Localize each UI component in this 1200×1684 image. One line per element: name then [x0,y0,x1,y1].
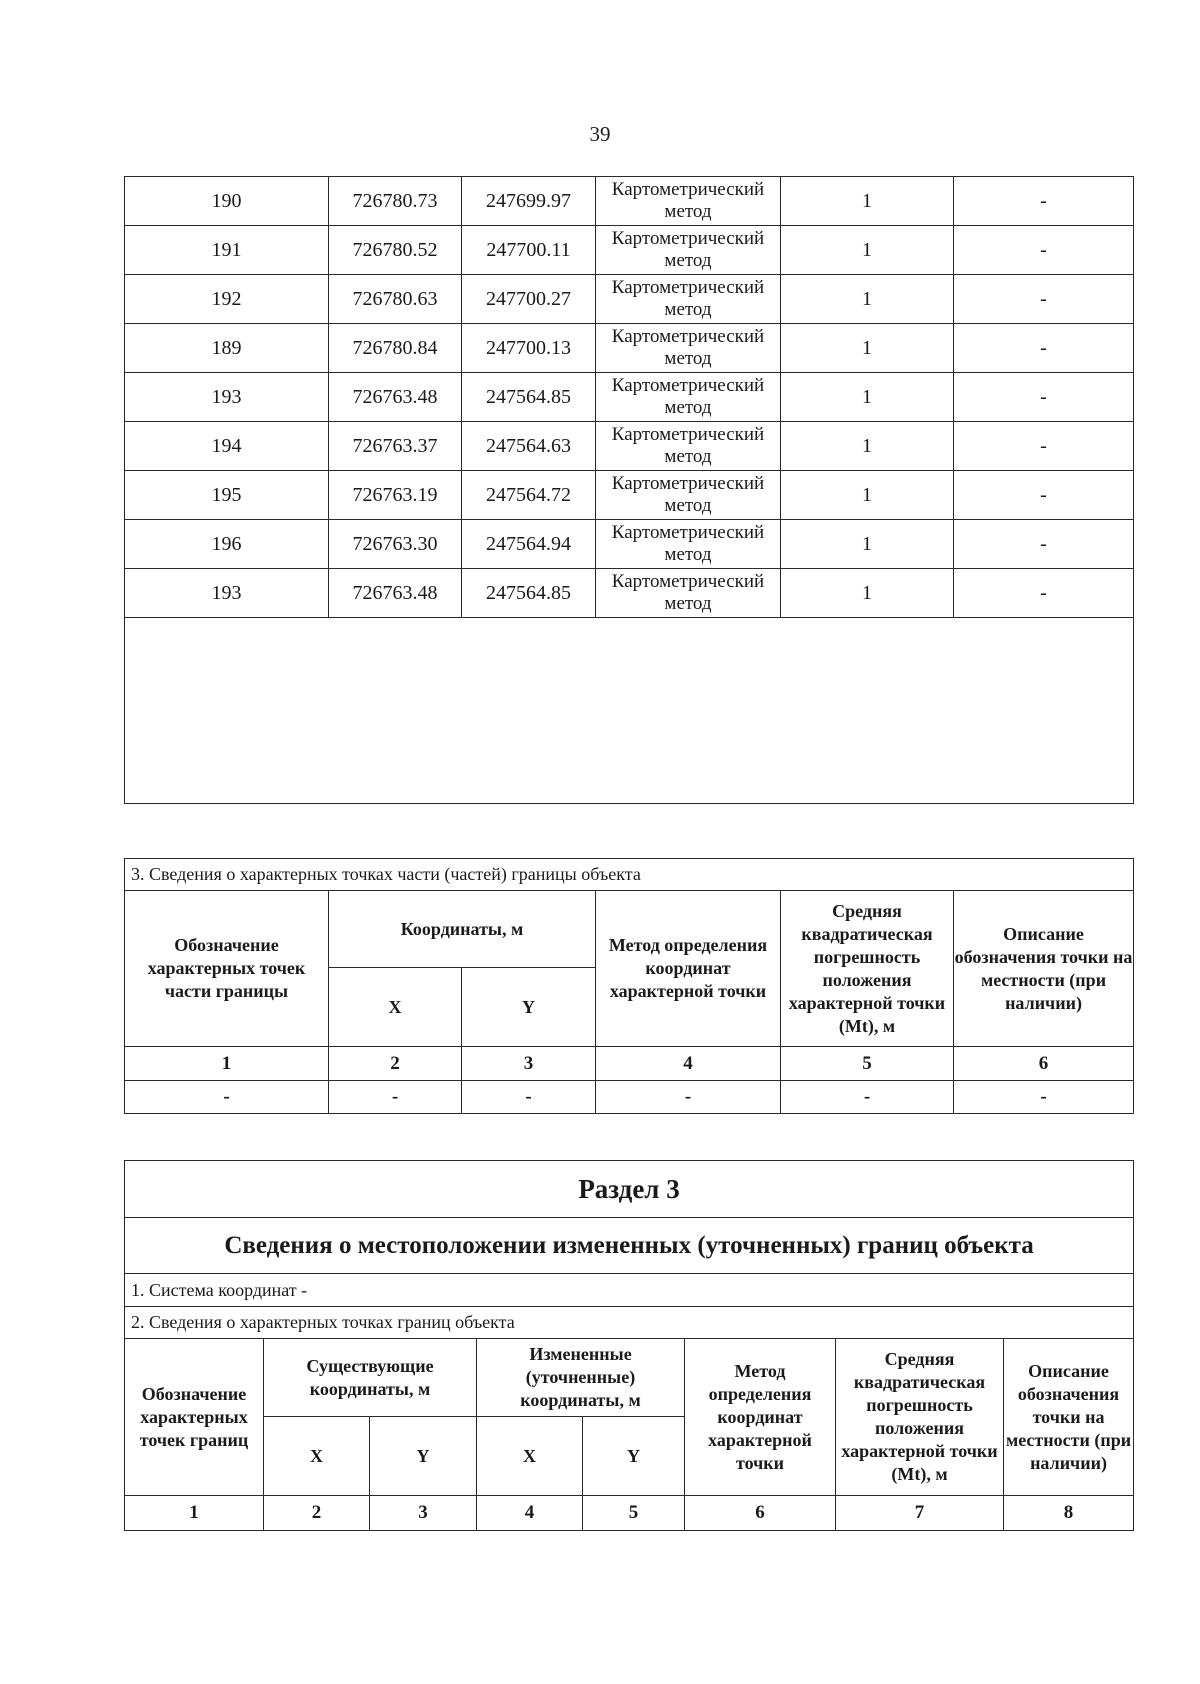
description-cell: - [954,569,1134,618]
method-cell: Картометрический метод [596,275,781,324]
table-row [125,177,1134,226]
accuracy-cell: 1 [781,275,954,324]
table-row [125,275,1134,324]
table-row [125,226,1134,275]
y-coordinate-cell: 247564.85 [462,569,596,618]
header-description: Описание обозначения точки на местности (при наличии) [1004,1339,1134,1496]
point-number-cell: 196 [125,520,329,569]
accuracy-cell: 1 [781,177,954,226]
boundary-parts-table [124,858,1134,1114]
point-number-cell: 194 [125,422,329,471]
description-cell: - [954,520,1134,569]
accuracy-cell: 1 [781,422,954,471]
column-number: 5 [583,1496,685,1531]
x-coordinate-cell: 726763.37 [329,422,462,471]
table-row [125,422,1134,471]
x-coordinate-cell: 726780.84 [329,324,462,373]
column-number: 6 [954,1047,1134,1081]
blank-row [125,618,1134,804]
description-cell: - [954,275,1134,324]
y-coordinate-cell: 247699.97 [462,177,596,226]
column-number: 7 [836,1496,1004,1531]
column-number: 1 [125,1047,329,1081]
point-number-cell: 191 [125,226,329,275]
boundary-points-table [124,176,1134,804]
column-number: 8 [1004,1496,1134,1531]
column-number: 6 [685,1496,836,1531]
x-coordinate-cell: 726763.48 [329,569,462,618]
dash-cell: - [462,1081,596,1114]
column-numbers-row [125,1496,1134,1531]
method-cell: Картометрический метод [596,373,781,422]
header-x: X [329,968,462,1047]
column-number: 3 [370,1496,477,1531]
empty-data-row [125,1081,1134,1114]
y-coordinate-cell: 247564.94 [462,520,596,569]
header-x: X [264,1417,370,1496]
method-cell: Картометрический метод [596,422,781,471]
header-designation: Обозначение характерных точек части границы [125,891,329,1047]
section-title: Раздел 3 [125,1161,1134,1218]
header-changed-coordinates: Измененные (уточненные) координаты, м [477,1339,685,1417]
dash-cell: - [125,1081,329,1114]
x-coordinate-cell: 726780.52 [329,226,462,275]
y-coordinate-cell: 247700.13 [462,324,596,373]
method-cell: Картометрический метод [596,471,781,520]
points-caption: 2. Сведения о характерных точках границ объекта [125,1307,1134,1339]
dash-cell: - [954,1081,1134,1114]
parts-table-caption: 3. Сведения о характерных точках части (частей) границы объекта [125,859,1134,891]
y-coordinate-cell: 247564.63 [462,422,596,471]
dash-cell: - [781,1081,954,1114]
coordinate-system-line: 1. Система координат - [125,1274,1134,1307]
section-subtitle: Сведения о местоположении измененных (уточненных) границ объекта [125,1218,1134,1274]
method-cell: Картометрический метод [596,177,781,226]
accuracy-cell: 1 [781,569,954,618]
header-accuracy: Средняя квадратическая погрешность положения характерной точки (Mt), м [836,1339,1004,1496]
x-coordinate-cell: 726763.48 [329,373,462,422]
header-y: Y [462,968,596,1047]
header-x: X [477,1417,583,1496]
method-cell: Картометрический метод [596,520,781,569]
y-coordinate-cell: 247700.11 [462,226,596,275]
page-number: 39 [589,122,611,146]
accuracy-cell: 1 [781,226,954,275]
point-number-cell: 192 [125,275,329,324]
x-coordinate-cell: 726763.19 [329,471,462,520]
column-number: 2 [264,1496,370,1531]
column-number: 4 [477,1496,583,1531]
accuracy-cell: 1 [781,324,954,373]
description-cell: - [954,471,1134,520]
table-row [125,569,1134,618]
table-row [125,324,1134,373]
accuracy-cell: 1 [781,471,954,520]
column-number: 3 [462,1047,596,1081]
table-row [125,471,1134,520]
header-description: Описание обозначения точки на местности (при наличии) [954,891,1134,1047]
accuracy-cell: 1 [781,520,954,569]
table-row [125,520,1134,569]
column-number: 5 [781,1047,954,1081]
dash-cell: - [329,1081,462,1114]
description-cell: - [954,324,1134,373]
header-method: Метод определения координат характерной точки [596,891,781,1047]
x-coordinate-cell: 726780.63 [329,275,462,324]
method-cell: Картометрический метод [596,226,781,275]
boundary-points-body [125,177,1134,618]
header-method: Метод определения координат характерной точки [685,1339,836,1496]
header-designation: Обозначение характерных точек границ [125,1339,264,1496]
point-number-cell: 193 [125,569,329,618]
method-cell: Картометрический метод [596,569,781,618]
point-number-cell: 193 [125,373,329,422]
accuracy-cell: 1 [781,373,954,422]
header-coordinates: Координаты, м [329,891,596,968]
y-coordinate-cell: 247564.85 [462,373,596,422]
header-existing-coordinates: Существующие координаты, м [264,1339,477,1417]
x-coordinate-cell: 726763.30 [329,520,462,569]
header-y: Y [370,1417,477,1496]
x-coordinate-cell: 726780.73 [329,177,462,226]
table-row [125,373,1134,422]
header-accuracy: Средняя квадратическая погрешность положения характерной точки (Mt), м [781,891,954,1047]
column-numbers-row [125,1047,1134,1081]
y-coordinate-cell: 247700.27 [462,275,596,324]
header-y: Y [583,1417,685,1496]
description-cell: - [954,177,1134,226]
point-number-cell: 189 [125,324,329,373]
section3-table [124,1160,1134,1531]
method-cell: Картометрический метод [596,324,781,373]
y-coordinate-cell: 247564.72 [462,471,596,520]
description-cell: - [954,373,1134,422]
description-cell: - [954,226,1134,275]
point-number-cell: 190 [125,177,329,226]
column-number: 2 [329,1047,462,1081]
column-number: 1 [125,1496,264,1531]
point-number-cell: 195 [125,471,329,520]
blank-area [125,618,1134,804]
dash-cell: - [596,1081,781,1114]
description-cell: - [954,422,1134,471]
column-number: 4 [596,1047,781,1081]
